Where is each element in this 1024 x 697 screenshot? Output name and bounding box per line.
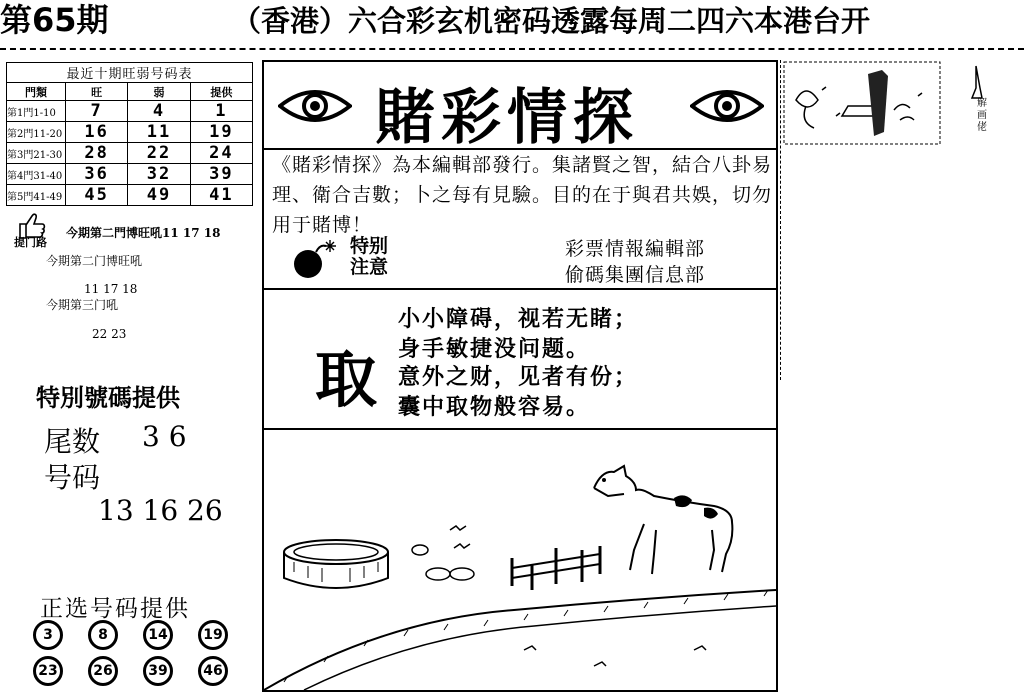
cell-hot: 36 bbox=[66, 164, 128, 185]
cell-offer: 41 bbox=[190, 185, 252, 206]
intro-text: 《賭彩情探》為本編輯部發行。集諸賢之智，結合八卦易理、衛合吉數；卜之每有見驗。目的在于與君共娛，切勿用于賭博！ bbox=[272, 154, 773, 236]
column-header: 提供 bbox=[190, 83, 252, 101]
row-label: 第2門11-20 bbox=[7, 122, 66, 143]
number-ball: 19 bbox=[198, 620, 228, 650]
table-row bbox=[7, 143, 253, 164]
poem-line: 囊中取物般容易。 bbox=[398, 394, 591, 420]
cell-cold: 32 bbox=[128, 164, 190, 185]
attention-line: 注意 bbox=[350, 256, 389, 278]
row-label: 第5門41-49 bbox=[7, 185, 66, 206]
attention-line: 特别 bbox=[350, 235, 389, 257]
cell-offer: 19 bbox=[190, 122, 252, 143]
tail-label: 尾数 bbox=[44, 425, 101, 458]
poem-line: 意外之财，见者有份； bbox=[398, 364, 639, 390]
org-name: 彩票情報編輯部 bbox=[565, 238, 706, 260]
right-divider bbox=[780, 60, 781, 380]
tip-line: 今期第二門博旺吼11 17 18 bbox=[66, 226, 221, 240]
table-header-row bbox=[7, 83, 253, 101]
row-label: 第1門1-10 bbox=[7, 101, 66, 122]
column-header: 弱 bbox=[128, 83, 190, 101]
cell-hot: 16 bbox=[66, 122, 128, 143]
tip-line: 今期第二门博旺吼 bbox=[46, 254, 143, 268]
poem-line: 小小障碍，视若无睹； bbox=[398, 306, 639, 332]
tip-numbers: 22 23 bbox=[92, 327, 127, 341]
picks-title: 正选号码提供 bbox=[40, 596, 190, 622]
row-label: 第3門21-30 bbox=[7, 143, 66, 164]
cell-cold: 11 bbox=[128, 122, 190, 143]
cell-cold: 4 bbox=[128, 101, 190, 122]
poem-line: 身手敏捷没问题。 bbox=[398, 336, 591, 362]
divider bbox=[262, 288, 778, 290]
number-ball: 8 bbox=[88, 620, 118, 650]
eye-icon bbox=[690, 84, 764, 128]
issue-number: 第65期 bbox=[0, 1, 109, 39]
bomb-icon bbox=[288, 236, 344, 280]
tip-label: 提门路 bbox=[14, 236, 47, 249]
cell-offer: 39 bbox=[190, 164, 252, 185]
cell-hot: 28 bbox=[66, 143, 128, 164]
tip-numbers: 11 17 18 bbox=[84, 282, 138, 296]
code-label: 号码 bbox=[44, 461, 101, 494]
cell-offer: 24 bbox=[190, 143, 252, 164]
number-ball: 3 bbox=[33, 620, 63, 650]
eye-icon bbox=[278, 84, 352, 128]
jie-label: 解画佬 bbox=[977, 98, 987, 133]
cell-offer: 1 bbox=[190, 101, 252, 122]
number-ball: 23 bbox=[33, 656, 63, 686]
number-ball: 14 bbox=[143, 620, 173, 650]
dog-illustration bbox=[264, 430, 776, 690]
cell-hot: 7 bbox=[66, 101, 128, 122]
tail-values: 3 6 bbox=[142, 420, 187, 453]
attention-label bbox=[350, 236, 388, 278]
history-table bbox=[6, 62, 253, 206]
table-row bbox=[7, 164, 253, 185]
code-values: 13 16 26 bbox=[98, 494, 223, 527]
headline: （香港）六合彩玄机密码透露每周二四六本港台开 bbox=[232, 4, 871, 38]
main-title: 賭彩情探 bbox=[375, 83, 639, 153]
riddle-character: 取 bbox=[315, 343, 378, 416]
org-name: 偷碼集團信息部 bbox=[565, 264, 706, 286]
table-row bbox=[7, 101, 253, 122]
cell-cold: 22 bbox=[128, 143, 190, 164]
special-title: 特別號碼提供 bbox=[36, 384, 180, 412]
table-row bbox=[7, 122, 253, 143]
column-header: 門類 bbox=[7, 83, 66, 101]
number-ball: 46 bbox=[198, 656, 228, 686]
table-caption: 最近十期旺弱号码表 bbox=[7, 63, 253, 83]
row-label: 第4門31-40 bbox=[7, 164, 66, 185]
header-divider bbox=[0, 48, 1024, 50]
tip-line: 今期第三门吼 bbox=[46, 298, 119, 312]
column-header: 旺 bbox=[66, 83, 128, 101]
number-ball: 26 bbox=[88, 656, 118, 686]
cell-cold: 49 bbox=[128, 185, 190, 206]
number-ball: 39 bbox=[143, 656, 173, 686]
cell-hot: 45 bbox=[66, 185, 128, 206]
